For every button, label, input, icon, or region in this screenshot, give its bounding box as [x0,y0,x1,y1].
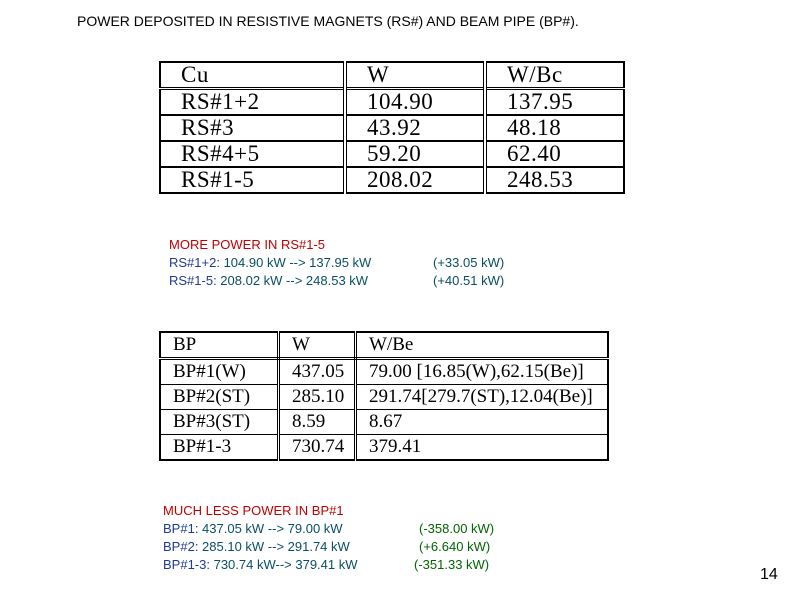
rs-note-delta: (+33.05 kW) [433,255,505,270]
table-cell: 59.20 [345,141,485,167]
table-cell: 208.02 [345,167,485,193]
table-cell: BP#1-3 [160,435,279,461]
table-row [160,141,624,167]
table-cell: 137.95 [485,89,624,116]
table-cell: 43.92 [345,115,485,141]
table-cell: 62.40 [485,141,624,167]
table-cell: 79.00 [16.85(W),62.15(Be)] [356,359,609,385]
table-cell: RS#1+2 [160,89,345,116]
bp-note-label: BP#2 [163,539,195,554]
table-cell: 48.18 [485,115,624,141]
table-cell: 291.74[279.7(ST),12.04(Be)] [356,385,609,410]
bp-note-line [163,556,490,574]
table-row [160,385,608,410]
table-row [160,89,624,116]
page-number: 14 [760,566,778,583]
rs-note-delta: (+40.51 kW) [433,273,505,288]
bp-note-heading: MUCH LESS POWER IN BP#1 [163,503,344,518]
column-header: BP [160,332,279,359]
table-row [160,359,608,385]
bp-note-label: BP#1 [163,521,195,536]
table-cell: RS#3 [160,115,345,141]
table-cell: 8.59 [279,410,356,435]
table-cell: 730.74 [279,435,356,461]
bp-power-table [159,331,609,461]
column-header: Cu [160,62,345,89]
rs-note-line [169,254,505,272]
rs-note [169,236,505,290]
bp-note-value: : 437.05 kW --> 79.00 kW [194,521,343,536]
column-header: W/Bc [485,62,624,89]
bp-note-line [163,520,495,538]
slide-title: POWER DEPOSITED IN RESISTIVE MAGNETS (RS#) AND BEAM PIPE (BP#). [77,13,579,29]
rs-note-value: : 104.90 kW --> 137.95 kW [216,255,372,270]
rs-note-line [169,272,505,290]
table-cell: 285.10 [279,385,356,410]
table-header-row [160,332,608,359]
column-header: W/Be [356,332,609,359]
table-row [160,115,624,141]
table-cell: 248.53 [485,167,624,193]
table-cell: RS#4+5 [160,141,345,167]
table-cell: 379.41 [356,435,609,461]
bp-note-value: : 730.74 kW--> 379.41 kW [206,557,358,572]
table-row [160,410,608,435]
bp-note-delta: (+6.640 kW) [419,539,491,554]
rs-note-label: RS#1-5 [169,273,214,288]
bp-note-value: : 285.10 kW --> 291.74 kW [194,539,350,554]
table-cell: 104.90 [345,89,485,116]
bp-note-delta: (-351.33 kW) [414,557,490,572]
table-cell: 437.05 [279,359,356,385]
bp-note-label: BP#1-3 [163,557,207,572]
column-header: W [279,332,356,359]
bp-note-delta: (-358.00 kW) [419,521,495,536]
rs-note-heading: MORE POWER IN RS#1-5 [169,237,326,252]
column-header: W [345,62,485,89]
rs-note-value: : 208.02 kW --> 248.53 kW [213,273,369,288]
bp-note-line [163,538,491,556]
cu-power-table [159,61,625,194]
table-row [160,435,608,461]
table-cell: BP#2(ST) [160,385,279,410]
table-row [160,167,624,193]
table-cell: RS#1-5 [160,167,345,193]
table-header-row [160,62,624,89]
bp-note [163,502,495,574]
table-cell: BP#3(ST) [160,410,279,435]
table-cell: 8.67 [356,410,609,435]
table-cell: BP#1(W) [160,359,279,385]
rs-note-label: RS#1+2 [169,255,217,270]
